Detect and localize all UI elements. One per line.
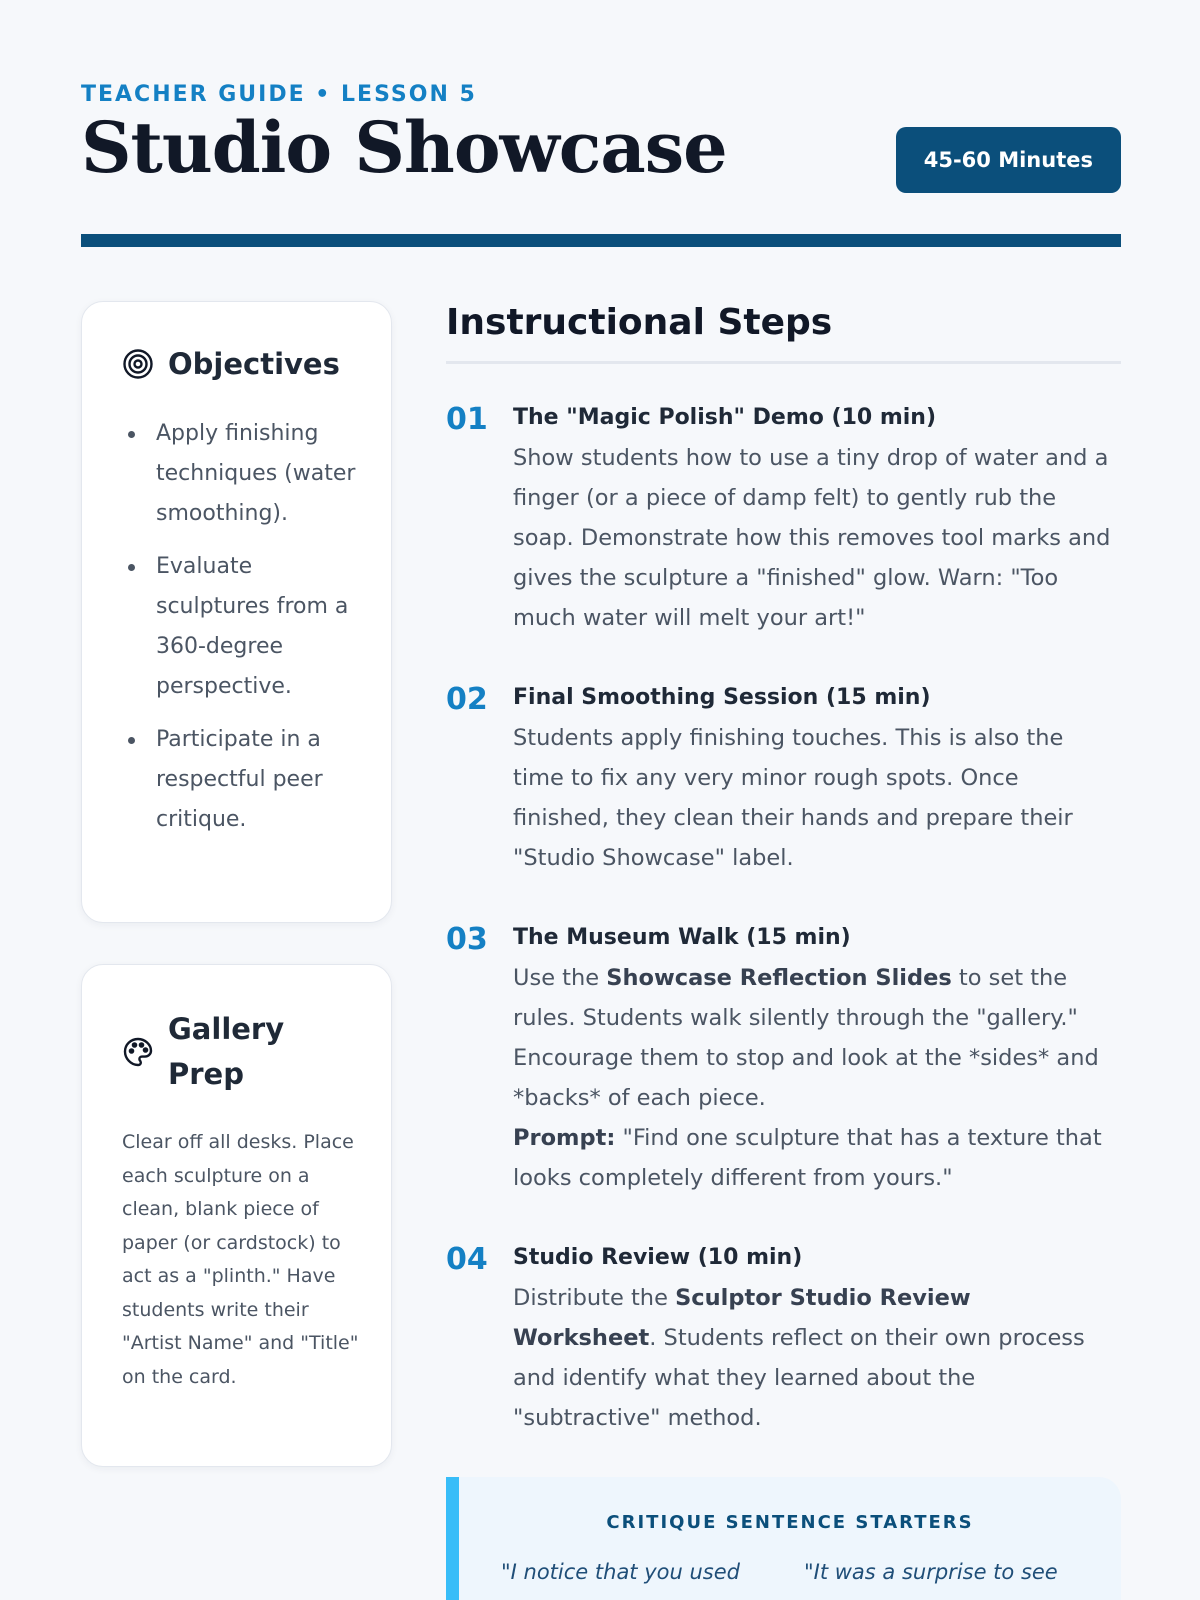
step-number: 01 <box>446 402 488 437</box>
step-text: Use the Showcase Reflection Slides to set the rules. Students walk silently through the "gallery." Encourage them to stop and look at the *sides* and *backs* of each piece. Prompt: "Find one sculpture that has a texture that looks completely different from yours." <box>513 965 1102 1191</box>
step-title: Studio Review (10 min) <box>513 1245 803 1270</box>
list-item: Evaluate sculptures from a 360-degree perspective. <box>122 547 362 707</box>
gallery-prep-heading: Gallery Prep <box>168 1012 285 1091</box>
step-text: Students apply finishing touches. This is also the time to fix any very minor rough spots. Once finished, they clean their hands and prepare their "Studio Showcase" label. <box>513 725 1073 871</box>
step-title: The "Magic Polish" Demo (10 min) <box>513 405 937 430</box>
objectives-heading: Objectives <box>168 347 340 381</box>
target-icon <box>122 348 154 380</box>
steps-divider <box>446 361 1121 364</box>
step-number: 04 <box>446 1242 488 1277</box>
gallery-prep-header <box>122 1007 328 1097</box>
duration-badge: 45-60 Minutes <box>896 127 1121 193</box>
list-item: Participate in a respectful peer critique. <box>122 720 362 840</box>
step-title: The Museum Walk (15 min) <box>513 925 851 950</box>
step-number: 03 <box>446 922 488 957</box>
critique-heading: CRITIQUE SENTENCE STARTERS <box>606 1512 974 1533</box>
lesson-eyebrow: TEACHER GUIDE • LESSON 5 <box>81 82 477 107</box>
objectives-card <box>81 301 392 923</box>
page-title: Studio Showcase <box>81 106 727 189</box>
sentence-starter: "I notice that you used <box>501 1560 740 1584</box>
step-title: Final Smoothing Session (15 min) <box>513 685 931 710</box>
instructional-steps <box>446 300 1121 1431</box>
critique-starters-box <box>446 1477 1121 1600</box>
step-text: Distribute the Sculptor Studio Review Worksheet. Students reflect on their own process and identify what they learned about the "subtractive" method. <box>513 1285 1085 1431</box>
step-number: 02 <box>446 682 488 717</box>
lesson-page <box>81 0 1121 1600</box>
worksheet-resource-name: Sculptor Studio Review Worksheet <box>513 1285 971 1351</box>
slides-resource-name: Showcase Reflection Slides <box>606 965 952 991</box>
gallery-prep-card <box>81 964 392 1467</box>
objectives-list <box>122 414 362 853</box>
gallery-prep-text: Clear off all desks. Place each sculpture on a clean, blank piece of paper (or cardstock) to act as a "plinth." Have students write their "Artist Name" and "Title" on the card. <box>122 1131 359 1388</box>
palette-icon <box>122 1036 154 1068</box>
header-divider <box>81 234 1121 247</box>
objectives-header <box>122 342 340 387</box>
sentence-starter: "It was a surprise to see <box>804 1560 1058 1584</box>
list-item: Apply finishing techniques (water smoothing). <box>122 414 362 534</box>
prompt-label: Prompt: <box>513 1125 616 1151</box>
step-text: Show students how to use a tiny drop of water and a finger (or a piece of damp felt) to gently rub the soap. Demonstrate how this removes tool marks and gives the sculpture a "finished" glow. Warn: "Too much water will melt your art!" <box>513 445 1111 631</box>
steps-heading: Instructional Steps <box>446 302 833 343</box>
